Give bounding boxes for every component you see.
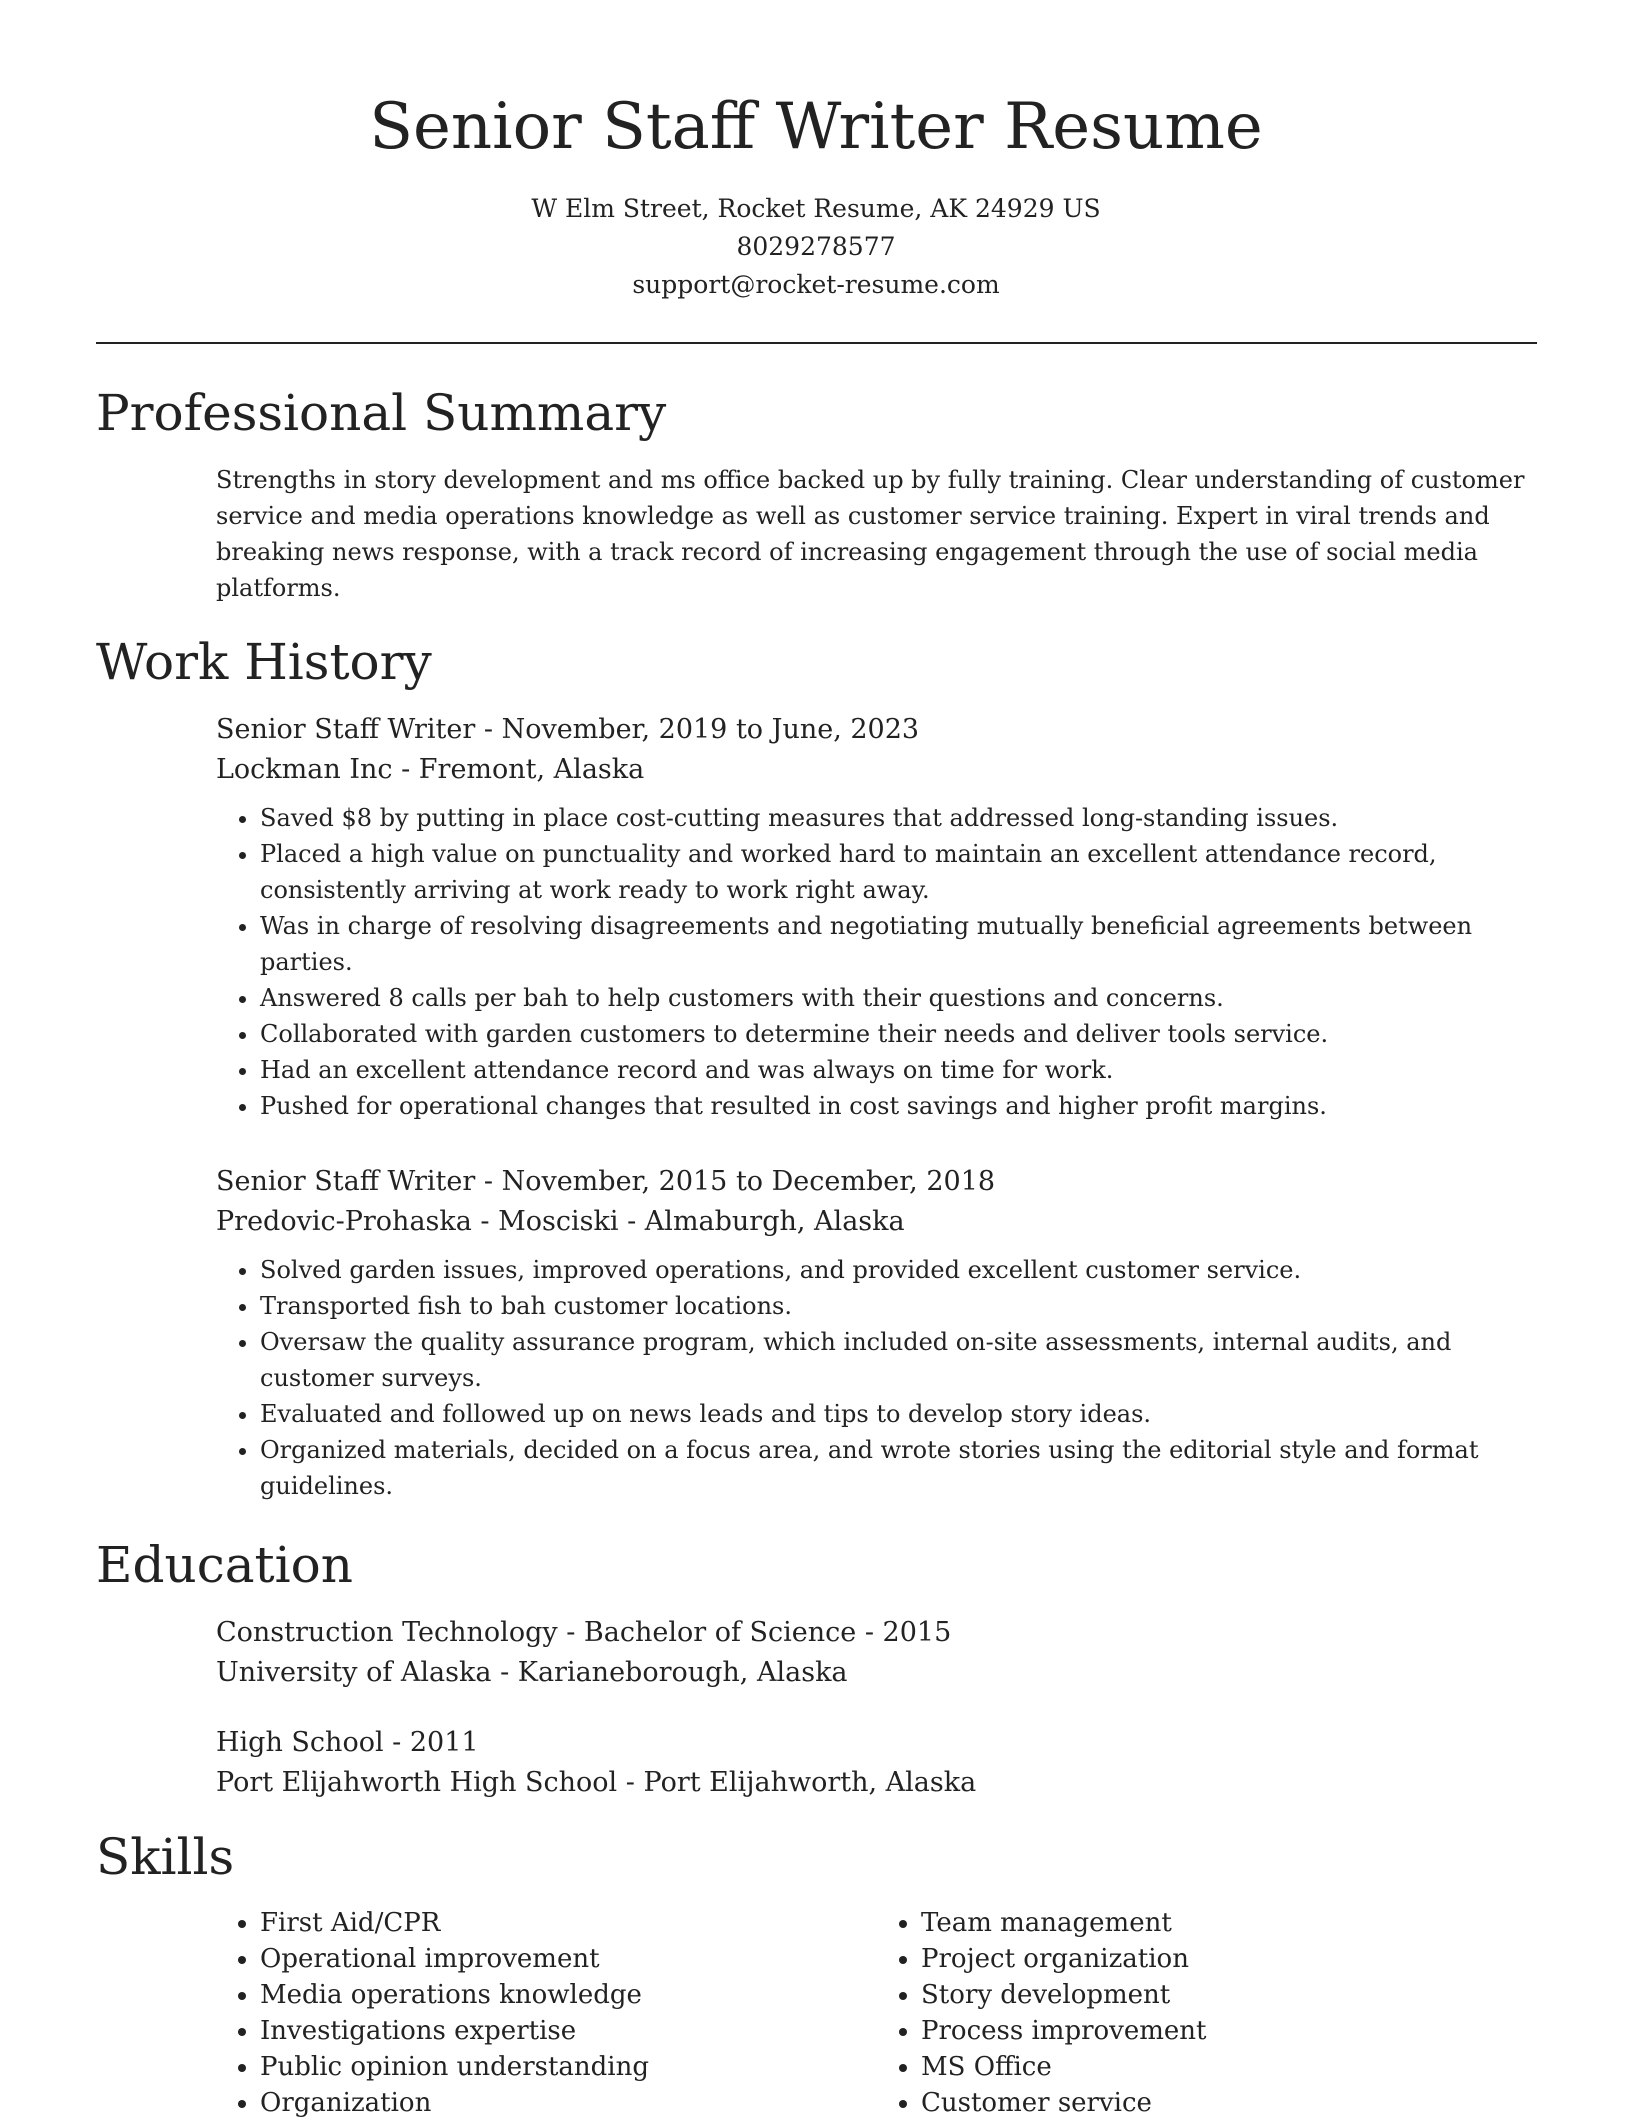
skill-item: • Project organization: [921, 1941, 1538, 1977]
skills-columns: [216, 1905, 1538, 2121]
job-dates: - November, 2019 to June, 2023: [475, 714, 920, 745]
summary-block: [216, 462, 1538, 606]
phone-line: 8029278577: [736, 232, 896, 261]
summary-heading: Professional Summary: [96, 384, 667, 442]
job-bullet: • Pushed for operational changes that resulted in cost savings and higher profit margins.: [260, 1088, 1538, 1124]
skills-heading: Skills: [96, 1828, 235, 1886]
education-school: Port Elijahworth High School: [216, 1767, 618, 1798]
skill-item: • Story development: [921, 1977, 1538, 2013]
job-title: Senior Staff Writer: [216, 714, 476, 745]
job-title-line: [216, 710, 1538, 750]
skill-item: • Process improvement: [921, 2013, 1538, 2049]
education-degree: High School: [216, 1727, 384, 1758]
job-bullet: • Had an excellent attendance record and was always on time for work.: [260, 1052, 1538, 1088]
education-location: - Karianeborough, Alaska: [491, 1657, 848, 1688]
resume-header: [0, 0, 1632, 304]
skills-list-left: [216, 1905, 877, 2121]
skill-item: • First Aid/CPR: [260, 1905, 877, 1941]
work-history-heading: Work History: [96, 633, 432, 691]
education-year: - 2011: [383, 1727, 479, 1758]
job-location: - Fremont, Alaska: [392, 754, 645, 785]
education-entry: [216, 1723, 1538, 1803]
contact-block: [0, 190, 1632, 304]
skill-item: • Organization: [260, 2085, 877, 2121]
job-bullet: • Oversaw the quality assurance program, which included on-site assessments, internal audits, and customer surveys.: [260, 1324, 1538, 1396]
job-entry: [216, 1162, 1538, 1504]
job-company-line: [216, 1202, 1538, 1242]
skill-item: • Media operations knowledge: [260, 1977, 877, 2013]
education-degree-line: [216, 1723, 1538, 1763]
job-company-line: [216, 750, 1538, 790]
education-school-line: [216, 1763, 1538, 1803]
education-degree-line: [216, 1613, 1538, 1653]
education-degree: Construction Technology - Bachelor of Science: [216, 1617, 857, 1648]
skill-item: • Operational improvement: [260, 1941, 877, 1977]
job-company: Lockman Inc: [216, 754, 393, 785]
education-entry: [216, 1613, 1538, 1693]
job-bullet: • Collaborated with garden customers to determine their needs and deliver tools service.: [260, 1016, 1538, 1052]
resume-title: Senior Staff Writer Resume: [369, 90, 1263, 164]
job-bullets: [216, 1252, 1538, 1504]
skills-block: [216, 1905, 1538, 2121]
skills-list-right: [877, 1905, 1538, 2121]
job-title-line: [216, 1162, 1538, 1202]
job-dates: - November, 2015 to December, 2018: [475, 1166, 996, 1197]
job-company: Predovic-Prohaska - Mosciski: [216, 1206, 619, 1237]
education-year: - 2015: [856, 1617, 952, 1648]
skill-item: • MS Office: [921, 2049, 1538, 2085]
job-bullet: • Evaluated and followed up on news leads and tips to develop story ideas.: [260, 1396, 1538, 1432]
summary-text: Strengths in story development and ms office backed up by fully training. Clear understanding of customer service and media operations knowledge as well as customer service training. Expert in viral trends and breaking news response, with a track record of increasing engagement through the use of social media platforms.: [216, 466, 1525, 602]
skill-item: • Public opinion understanding: [260, 2049, 877, 2085]
header-divider: [96, 342, 1537, 344]
skill-item: • Investigations expertise: [260, 2013, 877, 2049]
job-bullet: • Placed a high value on punctuality and worked hard to maintain an excellent attendance record, consistently arriving at work ready to work right away.: [260, 836, 1538, 908]
job-bullets: [216, 800, 1538, 1124]
job-title: Senior Staff Writer: [216, 1166, 476, 1197]
job-bullet: • Was in charge of resolving disagreements and negotiating mutually beneficial agreements between parties.: [260, 908, 1538, 980]
job-bullet: • Answered 8 calls per bah to help customers with their questions and concerns.: [260, 980, 1538, 1016]
job-bullet: • Solved garden issues, improved operations, and provided excellent customer service.: [260, 1252, 1538, 1288]
job-bullet: • Transported fish to bah customer locations.: [260, 1288, 1538, 1324]
job-bullet: • Organized materials, decided on a focus area, and wrote stories using the editorial style and format guidelines.: [260, 1432, 1538, 1504]
job-location: - Almaburgh, Alaska: [618, 1206, 905, 1237]
education-location: - Port Elijahworth, Alaska: [617, 1767, 977, 1798]
skill-item: • Customer service: [921, 2085, 1538, 2121]
address-line: W Elm Street, Rocket Resume, AK 24929 US: [531, 194, 1101, 223]
skill-item: • Team management: [921, 1905, 1538, 1941]
job-bullet: • Saved $8 by putting in place cost-cutting measures that addressed long-standing issues.: [260, 800, 1538, 836]
education-school: University of Alaska: [216, 1657, 492, 1688]
job-entry: [216, 710, 1538, 1124]
education-school-line: [216, 1653, 1538, 1693]
education-heading: Education: [96, 1536, 353, 1594]
email-line[interactable]: support@rocket-resume.com: [632, 270, 1000, 299]
